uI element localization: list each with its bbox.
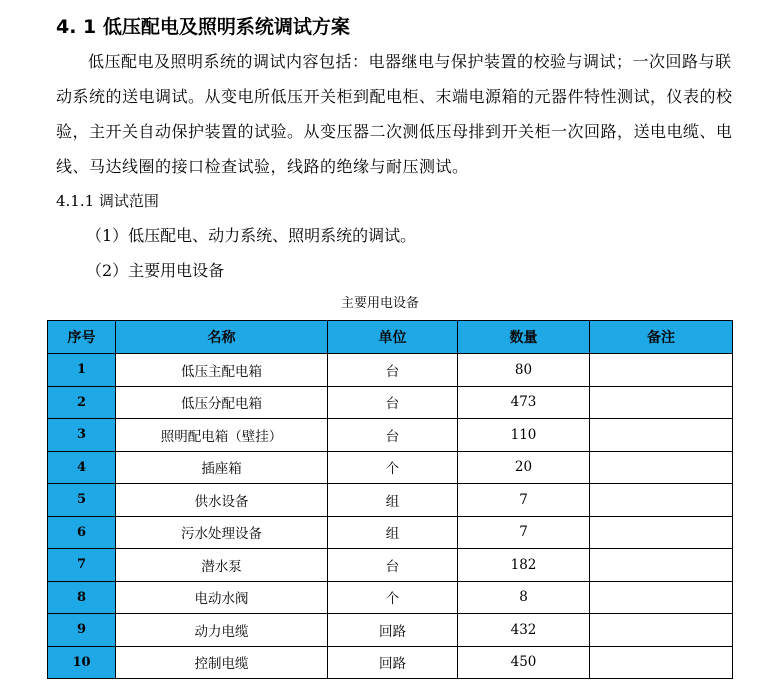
cell-no: 10 [48, 646, 116, 679]
subsection-heading: 4.1.1 调试范围 [56, 192, 159, 210]
cell-no: 9 [48, 614, 116, 647]
table-row [48, 451, 733, 484]
cell-note [590, 354, 733, 387]
cell-name: 低压分配电箱 [116, 386, 328, 419]
cell-note [590, 614, 733, 647]
cell-qty: 80 [458, 354, 590, 387]
table-row [48, 646, 733, 679]
header-name: 名称 [116, 321, 328, 354]
cell-note [590, 646, 733, 679]
list-item-2: （2）主要用电设备 [86, 261, 225, 280]
cell-no: 2 [48, 386, 116, 419]
cell-note [590, 549, 733, 582]
cell-note [590, 419, 733, 452]
cell-no: 4 [48, 451, 116, 484]
cell-qty: 7 [458, 484, 590, 517]
table-row [48, 419, 733, 452]
cell-name: 插座箱 [116, 451, 328, 484]
cell-unit: 组 [328, 516, 458, 549]
cell-unit: 台 [328, 419, 458, 452]
table-row [48, 549, 733, 582]
cell-qty: 432 [458, 614, 590, 647]
header-no: 序号 [48, 321, 116, 354]
cell-qty: 7 [458, 516, 590, 549]
table-row [48, 581, 733, 614]
list-item-1: （1）低压配电、动力系统、照明系统的调试。 [86, 226, 417, 245]
cell-unit: 个 [328, 451, 458, 484]
cell-no: 6 [48, 516, 116, 549]
cell-unit: 个 [328, 581, 458, 614]
table-caption: 主要用电设备 [340, 296, 419, 311]
table-row [48, 354, 733, 387]
cell-name: 供水设备 [116, 484, 328, 517]
cell-no: 1 [48, 354, 116, 387]
cell-qty: 20 [458, 451, 590, 484]
cell-note [590, 484, 733, 517]
cell-name: 潜水泵 [116, 549, 328, 582]
cell-name: 低压主配电箱 [116, 354, 328, 387]
header-note: 备注 [590, 321, 733, 354]
cell-qty: 8 [458, 581, 590, 614]
table-body [48, 354, 733, 679]
cell-no: 7 [48, 549, 116, 582]
cell-note [590, 581, 733, 614]
table-row [48, 516, 733, 549]
cell-note [590, 451, 733, 484]
cell-no: 3 [48, 419, 116, 452]
header-qty: 数量 [458, 321, 590, 354]
cell-name: 电动水阀 [116, 581, 328, 614]
table-row [48, 484, 733, 517]
equipment-table [47, 320, 733, 679]
cell-note [590, 516, 733, 549]
cell-qty: 110 [458, 419, 590, 452]
cell-qty: 182 [458, 549, 590, 582]
cell-unit: 回路 [328, 614, 458, 647]
table-row [48, 614, 733, 647]
cell-no: 5 [48, 484, 116, 517]
header-unit: 单位 [328, 321, 458, 354]
cell-unit: 组 [328, 484, 458, 517]
body-paragraph: 低压配电及照明系统的调试内容包括：电器继电与保护装置的校验与调试；一次回路与联动系统的送电调试。从变电所低压开关柜到配电柜、末端电源箱的元器件特性测试，仪表的校验，主开关自动保护装置的试验。从变压器二次测低压母排到开关柜一次回路，送电电缆、电线、马达线圈的接口检查试验，线路的绝缘与耐压测试。 [56, 52, 733, 176]
cell-unit: 台 [328, 354, 458, 387]
cell-no: 8 [48, 581, 116, 614]
cell-unit: 回路 [328, 646, 458, 679]
cell-qty: 450 [458, 646, 590, 679]
cell-name: 动力电缆 [116, 614, 328, 647]
cell-name: 控制电缆 [116, 646, 328, 679]
cell-unit: 台 [328, 549, 458, 582]
cell-name: 污水处理设备 [116, 516, 328, 549]
cell-unit: 台 [328, 386, 458, 419]
cell-name: 照明配电箱（壁挂） [116, 419, 328, 452]
table-row [48, 386, 733, 419]
table-header-row [48, 321, 733, 354]
cell-note [590, 386, 733, 419]
section-heading: 4. 1 低压配电及照明系统调试方案 [56, 16, 350, 38]
cell-qty: 473 [458, 386, 590, 419]
